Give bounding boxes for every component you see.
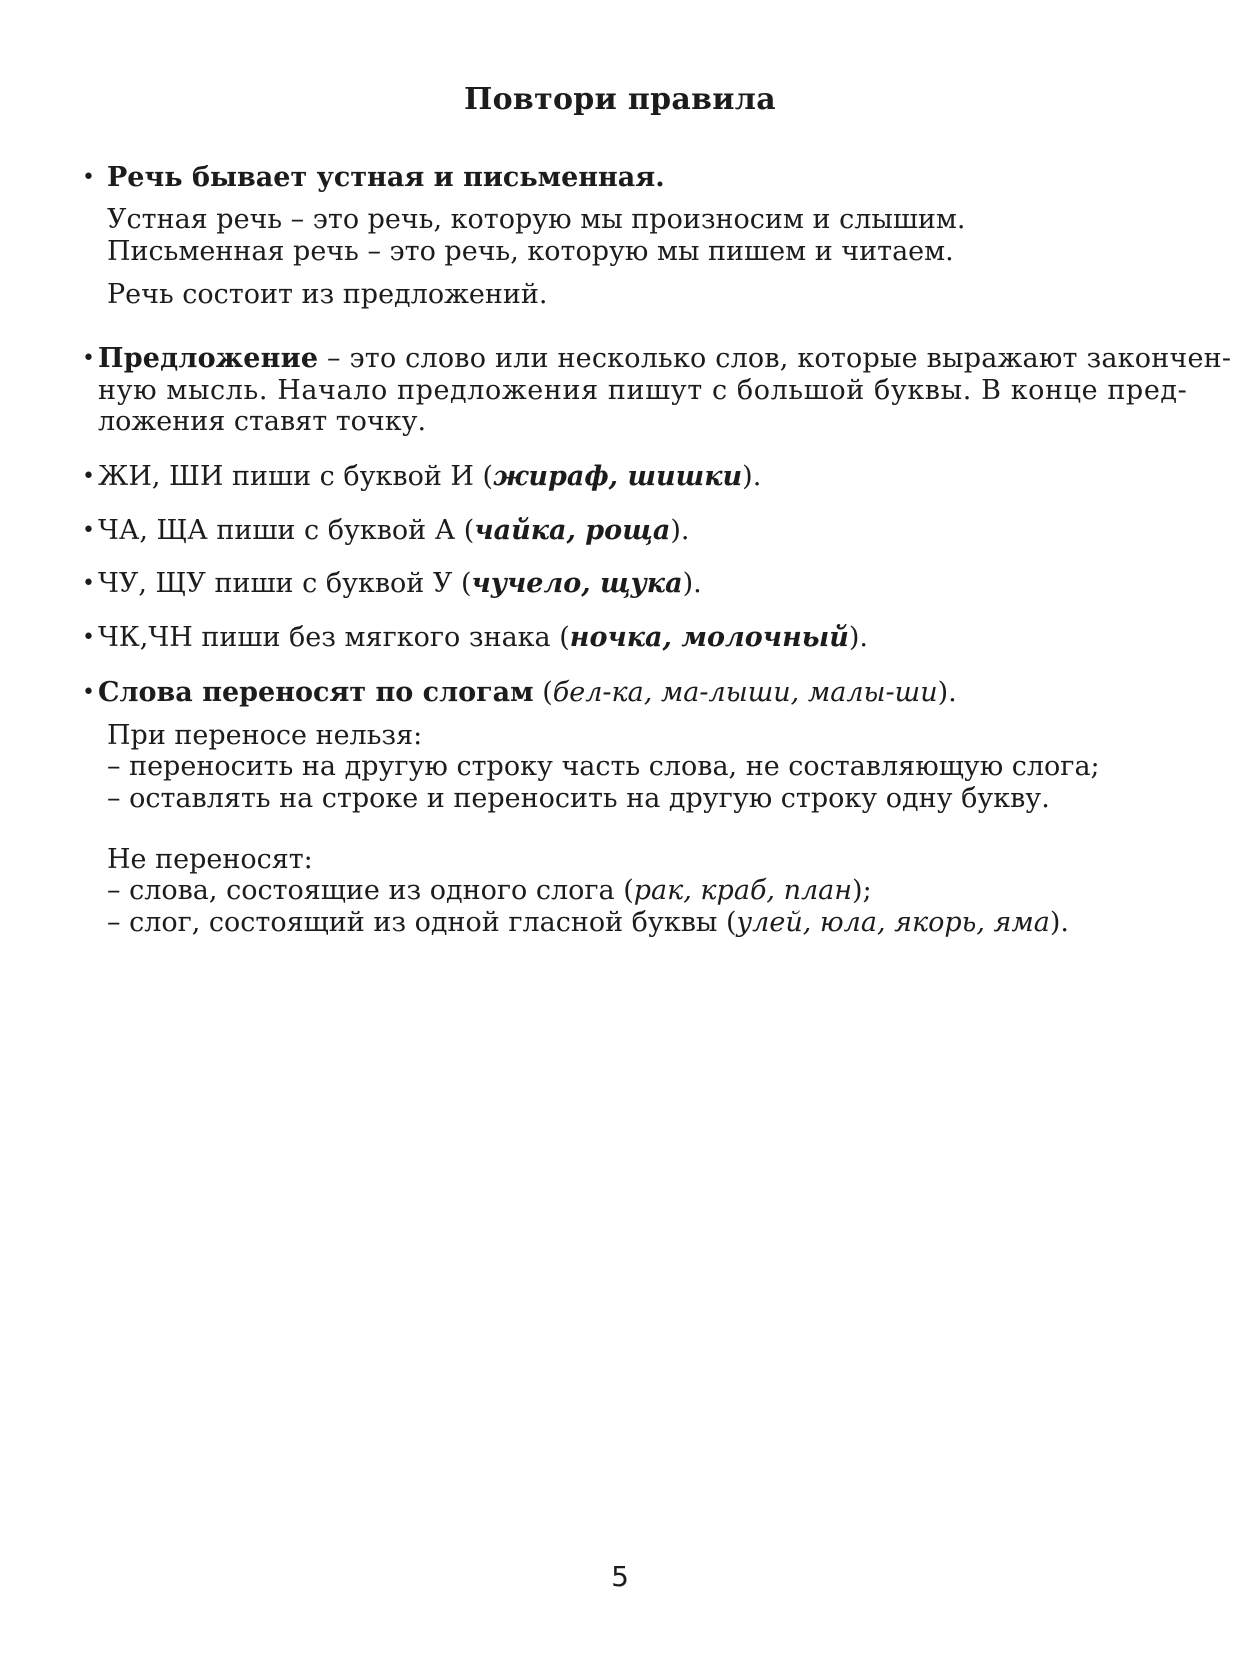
rule-2-term: Предложение — [98, 343, 319, 374]
rule-5: ЧУ, ЩУ пиши с буквой У (чучело, щука). — [98, 568, 702, 599]
page-number: 5 — [611, 1560, 629, 1593]
forbid-item-2: – оставлять на строке и переносить на другую строку одну букву. — [107, 783, 1050, 814]
rule-6: ЧК,ЧН пиши без мягкого знака (ночка, молочный). — [98, 622, 868, 653]
rule-2-line-3: ложения ставят точку. — [98, 406, 427, 437]
nowrap-title: Не переносят: — [107, 844, 313, 875]
nowrap-item-1: – слова, состоящие из одного слога (рак, краб, план); — [107, 875, 872, 906]
rule-1-line-1: Устная речь – это речь, которую мы произносим и слышим. — [107, 204, 966, 235]
bullet-icon: • — [82, 625, 95, 650]
page-title: Повтори правила — [463, 82, 776, 117]
forbid-title: При переносе нельзя: — [107, 720, 423, 751]
bullet-icon: • — [82, 165, 95, 190]
rule-1-line-2: Письменная речь – это речь, которую мы пишем и читаем. — [107, 236, 954, 267]
rule-4: ЧА, ЩА пиши с буквой А (чайка, роща). — [98, 515, 690, 546]
rule-1-heading: Речь бывает устная и письменная. — [107, 162, 665, 193]
rule-1-line-3: Речь состоит из предложений. — [107, 279, 548, 310]
bullet-icon: • — [82, 571, 95, 596]
forbid-item-1: – переносить на другую строку часть слова, не составляющую слога; — [107, 751, 1100, 782]
bullet-icon: • — [82, 680, 95, 705]
nowrap-item-2: – слог, состоящий из одной гласной буквы (улей, юла, якорь, яма). — [107, 907, 1070, 938]
bullet-icon: • — [82, 518, 95, 543]
rule-3: ЖИ, ШИ пиши с буквой И (жираф, шишки). — [98, 461, 762, 492]
rule-7-heading: Слова переносят по слогам (бел-ка, ма-лыши, малы-ши). — [98, 677, 957, 708]
bullet-icon: • — [82, 464, 95, 489]
bullet-icon: • — [82, 346, 95, 371]
rule-2-line-2: ную мысль. Начало предложения пишут с большой буквы. В конце пред- — [98, 375, 1188, 406]
rule-2-line-1: Предложение – это слово или несколько слов, которые выражают закончен- — [98, 343, 1232, 374]
